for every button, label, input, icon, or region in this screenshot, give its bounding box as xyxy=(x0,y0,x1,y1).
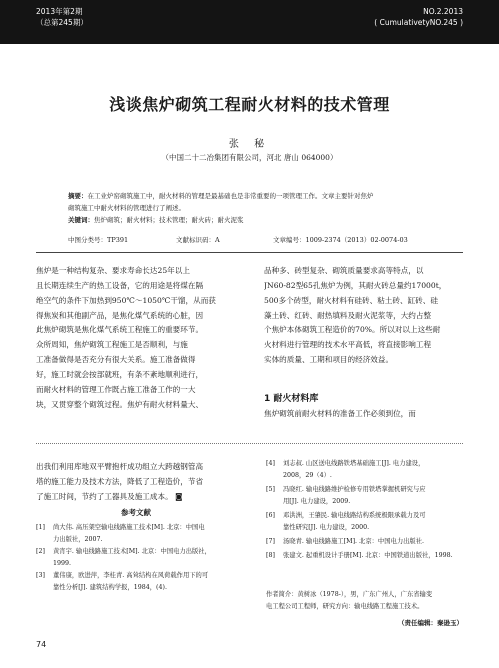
body-line: 实体的质量、工期和项目的经济效益。 xyxy=(264,355,394,365)
header-right xyxy=(374,6,463,28)
page-number: 74 xyxy=(36,640,47,649)
responsible-editor: （责任编辑：秦逊玉） xyxy=(398,619,463,627)
abstract-line-2: 砌筑施工中耐火材料的管理进行了阐述。 xyxy=(68,204,185,212)
keywords-label: 关键词： xyxy=(68,216,94,224)
abstract-line-1: 在工业炉窑砌筑施工中，耐火材料的管理是最基础也是非常重要的一项管理工作。文章主要针对焦炉 xyxy=(87,192,374,200)
article-author: 张 秘 xyxy=(228,139,271,150)
author-note-line: 作者简介：黄树冰（1978-），男，广东广州人，广东省输变 xyxy=(266,591,433,598)
abstract xyxy=(68,190,438,226)
references-heading: 参考文献 xyxy=(121,508,151,517)
reference-item: [1] 尚大伟. 高压架空输电线路施工技术[M]. 北京：中国电 力出版社，2007. xyxy=(36,524,205,543)
body-line: 火材料进行管理的技术水平高低，将直接影响工程 xyxy=(264,340,432,350)
body-line: 且长期连续生产的热工设备，它的用途是将煤在隔 xyxy=(36,280,204,290)
body-line: 好，施工时就会按部就班，有条不紊地顺利进行， xyxy=(36,369,204,379)
header-cumulative: ( CumulativetyNO.245 ) xyxy=(374,18,463,27)
article-divider xyxy=(36,443,463,444)
reference-item: [5] 冯晓红. 输电线路维护检修专用铁塔掌握机研究与应 用[J]. 电力建设，2009. xyxy=(266,486,426,505)
end-mark-icon: ◙ xyxy=(175,491,183,501)
author-note xyxy=(266,589,466,613)
journal-header xyxy=(0,0,499,44)
doc-code: 文献标识码：A xyxy=(176,236,220,244)
body-line: 而耐火材料的管理工作既占施工准备工作的一大 xyxy=(36,384,196,394)
reference-item: [4] 刘志叔. 山区送电线路铁塔基础施工[J]. 电力建设， 2008，29（4）. xyxy=(266,460,425,479)
body-line: 出我们利用库地双平臂抱杆成功组立大跨越钢管高 xyxy=(36,462,204,471)
header-total-issue: （总第245期） xyxy=(36,18,88,27)
body-line: JN60-82型65孔焦炉为例，其耐火砖总量约17000t， xyxy=(264,280,447,290)
body-line: 工准备做得是否充分有很大关系。施工准备做得 xyxy=(36,355,196,365)
header-year-issue: 2013年第2期 xyxy=(36,7,83,16)
body-line: 绝空气的条件下加热到950℃～1050℃干馏，从而获 xyxy=(36,295,216,305)
body-line: 塔的施工能力及技术方法，降低了工程造价，节省 xyxy=(36,476,204,486)
reference-item: [7] 汤晓青. 输电线路施工[M]. 北京：中国电力出版社. xyxy=(266,538,425,545)
body-line: 众所周知，焦炉砌筑工程施工是否顺利，与施 xyxy=(36,340,188,350)
author-note-line: 电工程公司工程师，研究方向：输电线路工程施工技术。 xyxy=(266,603,424,610)
section-1-heading: 1 耐火材料库 xyxy=(264,394,319,404)
header-no: NO.2.2013 xyxy=(423,7,463,16)
article-number: 文章编号：1009-2374（2013）02-0074-03 xyxy=(273,236,408,244)
body-line: 个焦炉本体砌筑工程造价的70%。所以对以上这些耐 xyxy=(264,325,441,335)
reference-item: [8] 张建文. 起重机设计手册[M]. 北京：中国铁道出版社，1998. xyxy=(266,552,453,559)
header-separator xyxy=(36,252,463,253)
body-line: 品种多、砖型复杂、砌筑质量要求高等特点，以 xyxy=(264,266,424,275)
lower-left-text xyxy=(36,460,249,505)
reference-item: [2] 黄宵宇. 输电线路施工技术[M]. 北京：中国电力出版社， 1999. xyxy=(36,548,211,567)
body-line: 了施工时间，节约了工器具及施工成本。 xyxy=(36,491,173,501)
reference-item: [6] 邓洪洲，王肇民. 输电线路结构系统极限承载力及可 靠性研究[J]. 电力建设，2000. xyxy=(266,512,426,531)
clc-number: 中图分类号：TP391 xyxy=(68,236,129,244)
abstract-label: 摘要： xyxy=(68,192,88,200)
body-right-column xyxy=(264,264,464,368)
article-title: 浅谈焦炉砌筑工程耐火材料的技术管理 xyxy=(109,95,390,114)
references-left xyxy=(36,522,249,602)
body-line: 焦炉是一种结构复杂、要求寿命长达25年以上 xyxy=(36,266,190,275)
body-line: 此焦炉砌筑是焦化煤气系统工程施工的重要环节。 xyxy=(36,325,204,335)
article-affiliation: （中国二十二冶集团有限公司，河北 唐山 064000） xyxy=(161,153,338,162)
body-left-column xyxy=(36,264,249,412)
body-line: 得焦炭和其他副产品，是焦化煤气系统的心脏，因 xyxy=(36,310,204,320)
body-line: 500多个砖型，耐火材料有硅砖、粘土砖、缸砖、硅 xyxy=(264,295,438,305)
header-left xyxy=(36,6,88,28)
references-right xyxy=(266,458,466,588)
keywords: 焦炉砌筑；耐火材料；技术管理；耐火砖；耐火泥浆 xyxy=(94,216,244,224)
section-1-text: 焦炉砌筑前耐火材料的准备工作必须到位，而 xyxy=(264,409,416,418)
reference-item: [3] 董伟康，欧进萍，李桂青. 高耸结构在风荷载作用下的可 靠性分析[J]. 建筑结构学报，1984，(4). xyxy=(36,572,209,591)
body-line: 块，又贯穿整个砌筑过程。焦炉有耐火材料量大、 xyxy=(36,399,204,409)
body-line: 藻土砖、红砖、耐热填料及耐火泥浆等，大约占整 xyxy=(264,310,432,320)
